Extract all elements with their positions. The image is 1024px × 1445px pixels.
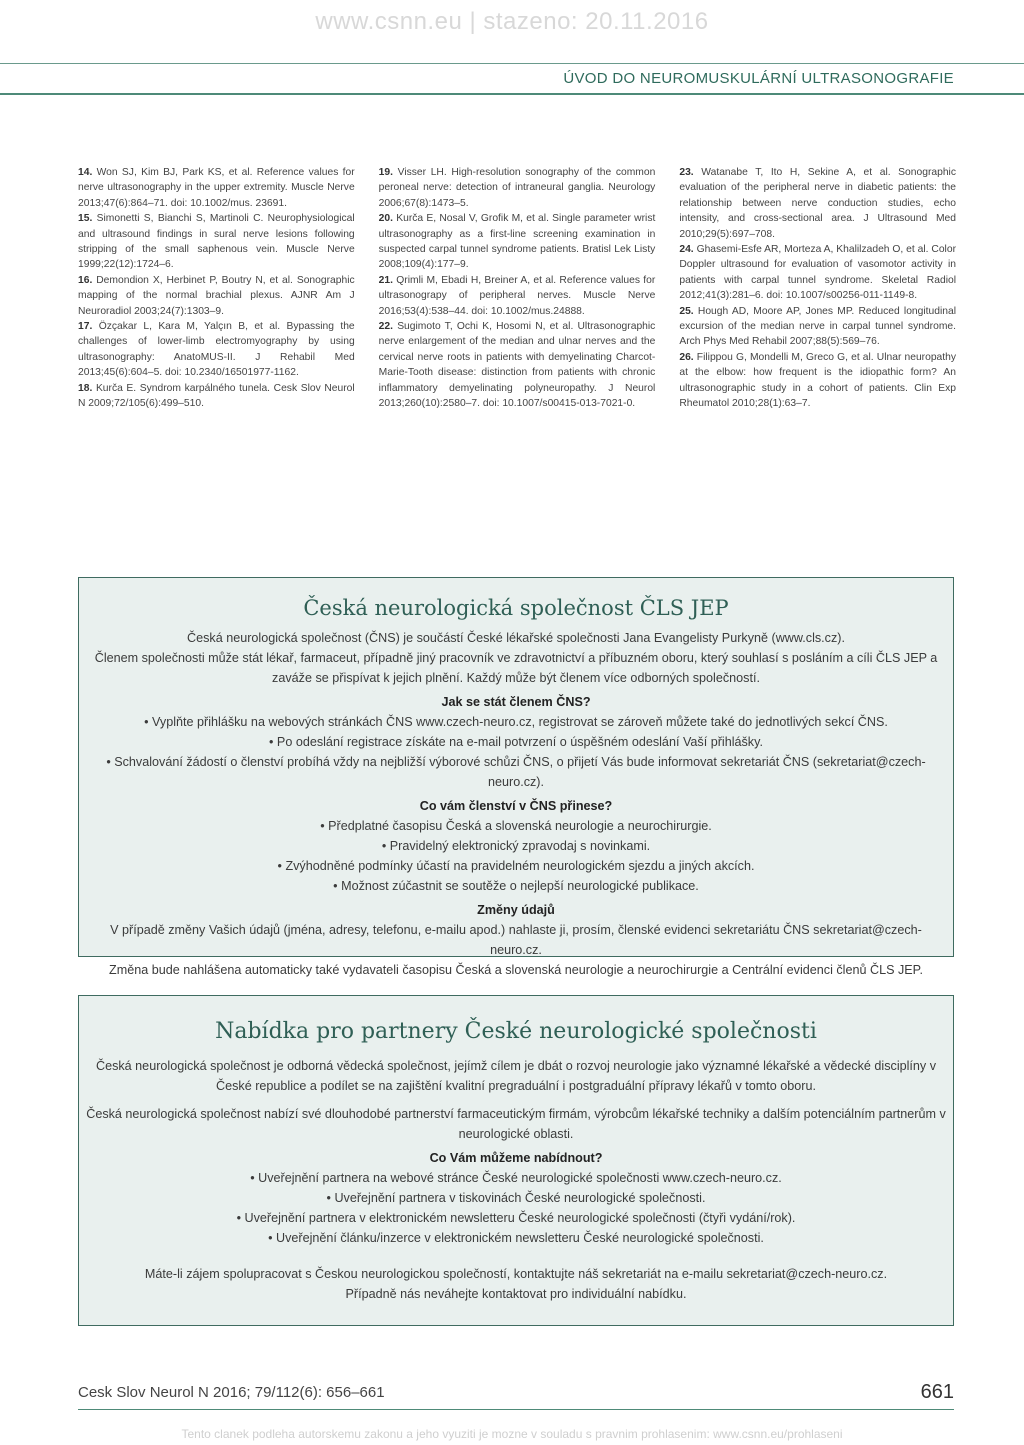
reference-number: 18. [78, 382, 93, 394]
reference-number: 25. [679, 305, 694, 317]
reference-column-3 [679, 165, 956, 412]
reference-text: Özçakar L, Kara M, Yalçın B, et al. Bypassing the challenges of lower-limb electromyography by using ultrasonography: AnatoMUS-II. J Rehabil Med 2013;45(6):604–5. doi: 10.2340/16501977-1162. [78, 321, 355, 379]
data-changes-heading: Změny údajů [477, 903, 555, 917]
reference-text: Simonetti S, Bianchi S, Martinoli C. Neurophysiological and ultrasound findings in sural nerve lesions following stripping of the small saphenous vein. Muscle Nerve 1999;22(12):1724–6. [78, 213, 355, 271]
reference-number: 21. [378, 274, 393, 286]
reference-number: 23. [679, 167, 694, 178]
watermark-bottom: Tento clanek podleha autorskemu zakonu a jeho vyuziti je mozne v souladu s pravnim prohlasenim: www.csnn.eu/prohlaseni [181, 1427, 843, 1441]
benefits-heading: Co vám členství v ČNS přinese? [419, 799, 613, 813]
header-rule-bottom [0, 93, 1024, 95]
join-step: • Schvalování žádostí o členství probíhá vždy na nejbližší výborové schůzi ČNS, o přijetí Vás bude informovat sekretariát ČNS (sekretariat@czech-neuro.cz). [106, 755, 926, 789]
partner-para-2: Česká neurologická společnost nabízí své dlouhodobé partnerství farmaceutickým firmám, výrobcům lékařské techniky a dalším potenciálním partnerům v neurologické oblasti. [86, 1107, 946, 1141]
reference-item [78, 381, 355, 412]
reference-number: 14. [78, 167, 93, 178]
reference-number: 20. [378, 213, 393, 225]
reference-item [78, 273, 355, 319]
reference-number: 15. [78, 213, 93, 225]
running-header-title: ÚVOD DO NEUROMUSKULÁRNÍ ULTRASONOGRAFIE [563, 70, 954, 87]
reference-text: Kurča E. Syndrom karpálného tunela. Cesk Slov Neurol N 2009;72/105(6):499–510. [78, 382, 355, 410]
reference-item [78, 319, 355, 381]
how-to-join-heading: Jak se stát členem ČNS? [441, 695, 591, 709]
offer-item: • Uveřejnění článku/inzerce v elektronickém newsletteru České neurologické společnosti. [268, 1231, 764, 1245]
cns-membership-box [78, 577, 954, 977]
reference-item [679, 242, 956, 304]
offer-item: • Uveřejnění partnera na webové stránce České neurologické společnosti www.czech-neuro.cz. [250, 1171, 782, 1185]
partner-offer-box [78, 995, 954, 1326]
cns-intro-1: Česká neurologická společnost (ČNS) je součástí České lékařské společnosti Jana Evangelisty Purkyně (www.cls.cz). [187, 631, 845, 645]
benefit-item: • Pravidelný elektronický zpravodaj s novinkami. [381, 839, 651, 853]
reference-text: Visser LH. High-resolution sonography of the common peroneal nerve: detection of intraneural ganglia. Neurology 2006;67(8):1473–5. [378, 167, 656, 209]
join-step: • Po odeslání registrace získáte na e-mail potvrzení o úspěšném odeslání Vaší přihlášky. [269, 735, 763, 749]
reference-number: 26. [679, 351, 694, 363]
partner-para-1: Česká neurologická společnost je odborná vědecká společnost, jejímž cílem je dbát o rozvoj neurologie jako významné lékařské a vědecké disciplíny v České republice a podílet se na zajištění kvalitní pregraduální i postgraduální přípravy lékařů v tomto oboru. [95, 1059, 937, 1093]
partner-box-title: Nabídka pro partnery České neurologické společnosti [215, 1019, 817, 1044]
cns-intro-2: Členem společnosti může stát lékař, farmaceut, případně jiný pracovník ve zdravotnictví a příbuzném oboru, který souhlasí s posláním a cíli ČLS JEP a zaváže se přispívat k jejich plnění. Každý může být členem více odborných společností. [94, 651, 938, 685]
join-step: • Vyplňte přihlášku na webových stránkách ČNS www.czech-neuro.cz, registrovat se zároveň můžete také do jednotlivých sekcí ČNS. [144, 715, 888, 729]
cns-box-title: Česká neurologická společnost ČLS JEP [303, 596, 729, 620]
reference-list [78, 165, 956, 412]
data-changes-text-1: V případě změny Vašich údajů (jména, adresy, telefonu, e-mailu apod.) nahlaste ji, prosím, členské evidenci sekretariátu ČNS sekretariat@czech-neuro.cz. [110, 923, 922, 957]
reference-item [379, 273, 656, 319]
benefit-item: • Zvýhodněné podmínky účastí na pravidelném neurologickém sjezdu a jiných akcích. [277, 859, 755, 873]
reference-item [78, 211, 355, 273]
reference-text: Watanabe T, Ito H, Sekine A, et al. Sonographic evaluation of the peripheral nerve in diabetic patients: the relationship between nerve conduction studies, echo intensity, and cross-sectional area. J Ultrasound Med 2010;29(5):697–708. [679, 167, 957, 240]
reference-text: Qrimli M, Ebadi H, Breiner A, et al. Reference values for ultrasonograpy of peripheral nerves. Muscle Nerve 2016;53(4):538–44. doi: 10.1002/mus.24888. [378, 274, 656, 317]
reference-text: Kurča E, Nosal V, Grofik M, et al. Single parameter wrist ultrasonography as a first-line screening examination in suspected carpal tunnel syndrome patients. Bratisl Lek Listy 2008;109(4):177–9. [378, 213, 656, 271]
reference-text: Demondion X, Herbinet P, Boutry N, et al. Sonographic mapping of the normal brachial plexus. AJNR Am J Neuroradiol 2003;24(7):1303–9. [78, 274, 355, 317]
reference-item [379, 211, 656, 273]
page-number: 661 [920, 1381, 954, 1403]
reference-number: 19. [378, 167, 393, 178]
watermark-top: www.csnn.eu | stazeno: 20.11.2016 [315, 8, 709, 35]
footer-rule [78, 1409, 954, 1410]
reference-column-1 [78, 165, 355, 412]
reference-item [679, 165, 956, 242]
reference-text: Ghasemi-Esfe AR, Morteza A, Khalilzadeh O, et al. Color Doppler ultrasound for evaluation of vasomotor activity in patients with carpal tunnel syndrome. Skeletal Radiol 2012;41(3):281–6. doi: 10.1007/s00256-011-1149-8. [679, 244, 957, 302]
offer-heading: Co Vám můžeme nabídnout? [429, 1151, 603, 1165]
benefit-item: • Předplatné časopisu Česká a slovenská neurologie a neurochirurgie. [320, 819, 712, 833]
reference-number: 24. [679, 244, 694, 256]
offer-item: • Uveřejnění partnera v tiskovinách České neurologické společnosti. [326, 1191, 706, 1205]
reference-item [679, 350, 956, 412]
offer-item: • Uveřejnění partnera v elektronickém newsletteru České neurologické společnosti (čtyři vydání/rok). [236, 1211, 796, 1225]
reference-text: Sugimoto T, Ochi K, Hosomi N, et al. Ultrasonographic nerve enlargement of the median and ulnar nerves and the cervical nerve roots in patients with demyelinating Charcot-Marie-Tooth disease: distinction from patients with chronic inflammatory demyelinating polyneuropathy. J Neurol 2013;260(10):2580–7. doi: 10.1007/s00415-013-7021-0. [378, 321, 656, 410]
data-changes-text-2: Změna bude nahlášena automaticky také vydavateli časopisu Česká a slovenská neurologie a neurochirurgie a Centrální evidenci členů ČLS JEP. [109, 963, 923, 977]
contact-text-2: Případně nás neváhejte kontaktovat pro individuální nabídku. [345, 1287, 687, 1301]
reference-text: Hough AD, Moore AP, Jones MP. Reduced longitudinal excursion of the median nerve in carpal tunnel syndrome. Arch Phys Med Rehabil 2007;88(5):569–76. [679, 305, 957, 348]
reference-item [379, 165, 656, 211]
reference-text: Filippou G, Mondelli M, Greco G, et al. Ulnar neuropathy at the elbow: how frequent is the idiopathic form? An ultrasonographic study in a cohort of patients. Clin Exp Rheumatol 2010;28(1):63–7. [679, 351, 957, 410]
reference-number: 16. [78, 274, 93, 286]
footer-citation: Cesk Slov Neurol N 2016; 79/112(6): 656–661 [78, 1384, 385, 1401]
reference-item [379, 319, 656, 411]
reference-number: 22. [378, 321, 393, 333]
reference-number: 17. [78, 321, 93, 333]
header-rule-top [0, 63, 1024, 64]
reference-text: Won SJ, Kim BJ, Park KS, et al. Reference values for nerve ultrasonography in the upper extremity. Muscle Nerve 2013;47(6):864–71. doi: 10.1002/mus. 23691. [78, 167, 355, 209]
reference-item [679, 304, 956, 350]
benefit-item: • Možnost zúčastnit se soutěže o nejlepší neurologické publikace. [333, 879, 699, 893]
contact-text-1: Máte-li zájem spolupracovat s Českou neurologickou společností, kontaktujte náš sekretariát na e-mailu sekretariat@czech-neuro.cz. [144, 1267, 888, 1281]
reference-item [78, 165, 355, 211]
reference-column-2 [379, 165, 656, 412]
